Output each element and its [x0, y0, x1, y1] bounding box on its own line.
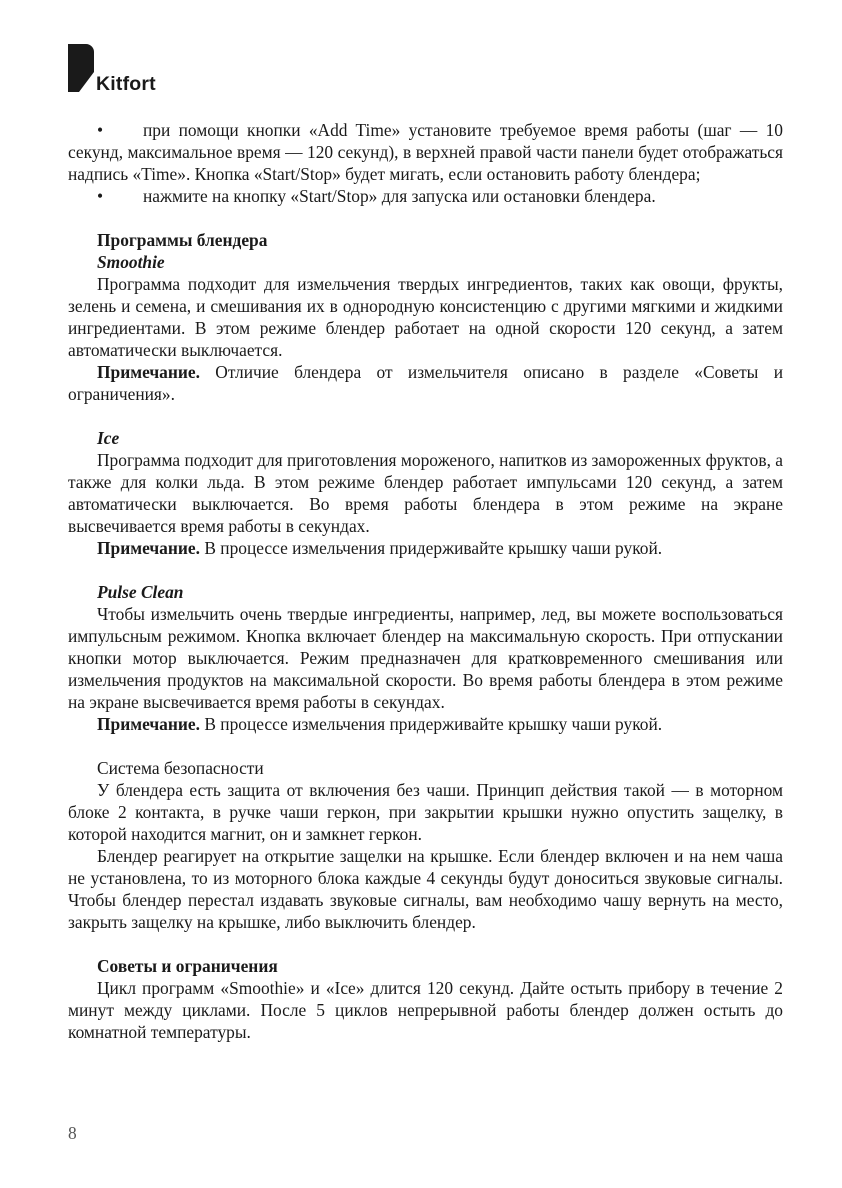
tips-paragraph-1: Цикл программ «Smoothie» и «Ice» длится 120 секунд. Дайте остыть прибору в течение 2 минут между циклами. После 5 циклов непрерывной работы блендер должен остыть до комнатной температуры.: [68, 978, 783, 1042]
note-text: В процессе измельчения придерживайте крышку чаши рукой.: [199, 538, 663, 558]
brand-name: Kitfort: [96, 73, 156, 95]
smoothie-note: [68, 361, 783, 405]
note-label: Примечание.: [97, 714, 200, 734]
bullet-icon: •: [97, 186, 104, 206]
pulse-clean-description: Чтобы измельчить очень твердые ингредиенты, например, лед, вы можете воспользоваться импульсным режимом. Кнопка включает блендер на максимальную скорость. При отпускании кнопки мотор выключается. Режим предназначен для кратковременного смешивания или измельчения продуктов на максимальной скорости. Во время работы блендера в этом режиме на экране высвечивается время работы в секундах.: [68, 604, 783, 712]
section-heading-safety: Система безопасности: [97, 758, 264, 778]
kitfort-logo-mark-icon: [68, 44, 94, 92]
list-item: [68, 185, 783, 207]
page-content: [68, 119, 783, 1043]
list-item: [68, 119, 783, 185]
bullet-icon: •: [97, 120, 104, 140]
subsection-title-smoothie: Smoothie: [97, 252, 165, 272]
section-heading-tips: Советы и ограничения: [97, 956, 278, 976]
note-text: Отличие блендера от измельчителя описано в разделе «Советы и ограничения».: [68, 362, 783, 404]
ice-note: [68, 537, 783, 559]
safety-paragraph-1: У блендера есть защита от включения без чаши. Принцип действия такой — в моторном блоке 2 контакта, в ручке чаши геркон, при закрытии крышки нужно опустить защелку, в которой находится магнит, он и замкнет геркон.: [68, 780, 783, 844]
ice-description: Программа подходит для приготовления мороженого, напитков из замороженных фруктов, а также для колки льда. В этом режиме блендер работает импульсами 120 секунд, а затем автоматически выключается. Во время работы блендера в этом режиме на экране высвечивается время работы в секундах.: [68, 450, 783, 536]
list-item-text: нажмите на кнопку «Start/Stop» для запуска или остановки блендера.: [143, 186, 656, 206]
note-label: Примечание.: [97, 362, 200, 382]
kitfort-logo: [68, 44, 208, 94]
safety-paragraph-2: Блендер реагирует на открытие защелки на крышке. Если блендер включен и на нем чаша не установлена, то из моторного блока каждые 4 секунды будут доноситься звуковые сигналы. Чтобы блендер перестал издавать звуковые сигналы, вам необходимо чашу вернуть на место, закрыть защелку на крышке, либо выключить блендер.: [68, 846, 783, 932]
note-label: Примечание.: [97, 538, 200, 558]
list-item-text: при помощи кнопки «Add Time» установите требуемое время работы (шаг — 10 секунд, максимальное время — 120 секунд), в верхней правой части панели будет отображаться надпись «Time». Кнопка «Start/Stop» будет мигать, если остановить работу блендера;: [68, 120, 783, 184]
smoothie-description: Программа подходит для измельчения твердых ингредиентов, таких как овощи, фрукты, зелень и семена, и смешивания их в однородную консистенцию с другими мягкими и жидкими ингредиентами. В этом режиме блендер работает на одной скорости 120 секунд, а затем автоматически выключается.: [68, 274, 783, 360]
page-number: 8: [68, 1123, 77, 1143]
pulse-clean-note: [68, 713, 783, 735]
note-text: В процессе измельчения придерживайте крышку чаши рукой.: [199, 714, 663, 734]
subsection-title-ice: Ice: [97, 428, 120, 448]
section-heading-programs: Программы блендера: [97, 230, 268, 250]
subsection-title-pulse-clean: Pulse Clean: [97, 582, 184, 602]
